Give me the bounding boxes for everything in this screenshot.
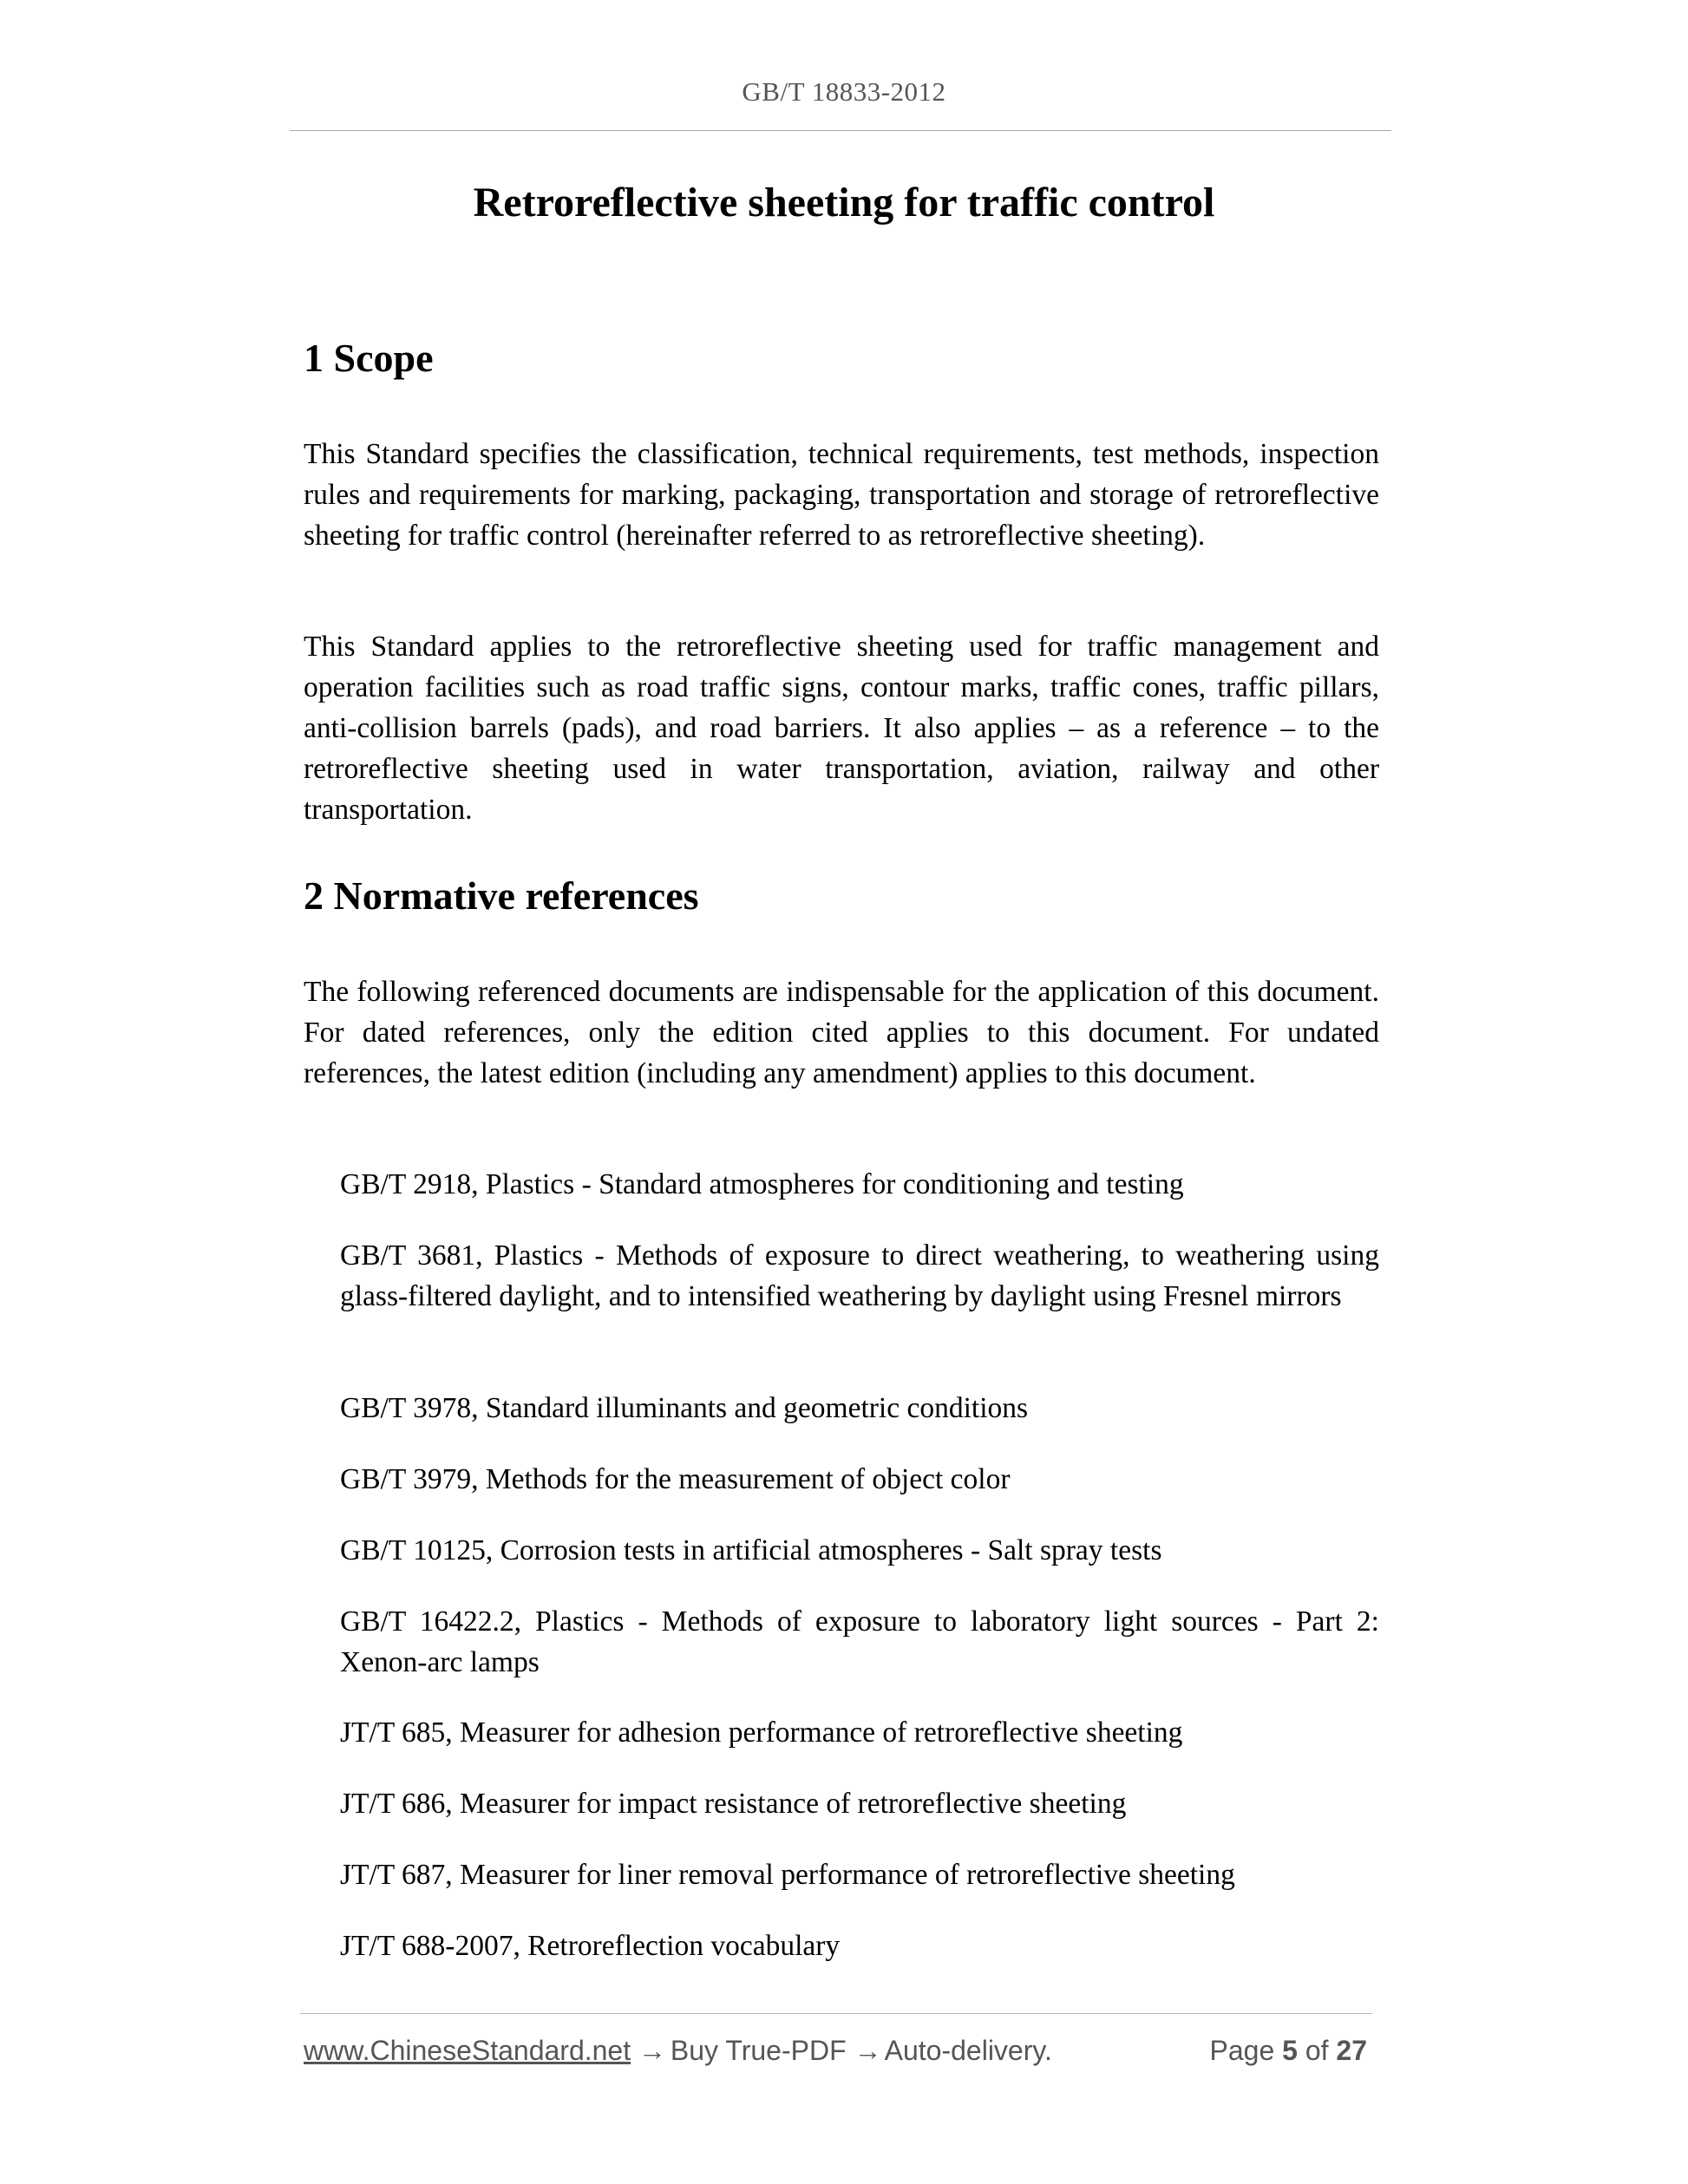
document-title: Retroreflective sheeting for traffic control (473, 180, 1215, 226)
page-label: Page (1209, 2035, 1275, 2066)
reference-item: GB/T 3979, Methods for the measurement of object color (340, 1463, 1011, 1495)
reference-item: JT/T 688-2007, Retroreflection vocabulary (340, 1930, 841, 1962)
auto-delivery-text: Auto-delivery. (884, 2035, 1052, 2066)
running-header: GB/T 18833-2012 (742, 76, 946, 107)
reference-item: GB/T 16422.2, Plastics - Methods of exposure to laboratory light sources - Part 2: Xenon-arc lamps (340, 1605, 1379, 1678)
reference-item: GB/T 3978, Standard illuminants and geometric conditions (340, 1392, 1029, 1424)
section-heading-normative-references: 2 Normative references (304, 873, 699, 918)
section-heading-scope: 1 Scope (304, 336, 434, 380)
footer-promo (304, 2035, 1052, 2067)
scope-paragraph-1: This Standard specifies the classification, technical requirements, test methods, inspection rules and requirements for marking, packaging, transportation and storage of retroreflective sheeting for traffic control (hereinafter referred to as retroreflective sheeting). (304, 438, 1379, 552)
footer (304, 2035, 1367, 2073)
website-link[interactable]: www.ChineseStandard.net (304, 2035, 631, 2066)
normative-references-paragraph: The following referenced documents are indispensable for the application of this document. For dated references, only the edition cited applies to this document. For undated references, the latest edition (including any amendment) applies to this document. (304, 976, 1379, 1089)
footer-divider (300, 2013, 1372, 2014)
scope-paragraph-2: This Standard applies to the retroreflective sheeting used for traffic management and operation facilities such as road traffic signs, contour marks, traffic cones, traffic pillars, anti-collision barrels (pads), and road barriers. It also applies – as a reference – to the retroreflective sheeting used in water transportation, aviation, railway and other transportation. (304, 631, 1379, 826)
total-pages: 27 (1336, 2035, 1367, 2066)
reference-item: GB/T 3681, Plastics - Methods of exposure to direct weathering, to weathering using glass-filtered daylight, and to intensified weathering by daylight using Fresnel mirrors (340, 1239, 1379, 1312)
reference-item: GB/T 10125, Corrosion tests in artificial atmospheres - Salt spray tests (340, 1534, 1162, 1566)
reference-item: JT/T 687, Measurer for liner removal performance of retroreflective sheeting (340, 1859, 1235, 1891)
header-divider (290, 130, 1391, 131)
current-page-number: 5 (1282, 2035, 1298, 2066)
reference-item: GB/T 2918, Plastics - Standard atmospheres for conditioning and testing (340, 1168, 1184, 1200)
buy-true-pdf-text: Buy True-PDF (670, 2035, 847, 2066)
right-arrow-icon: → (854, 2035, 882, 2066)
right-arrow-icon: → (638, 2035, 666, 2066)
reference-item: JT/T 685, Measurer for adhesion performance of retroreflective sheeting (340, 1716, 1183, 1749)
reference-item: JT/T 686, Measurer for impact resistance of retroreflective sheeting (340, 1788, 1127, 1820)
page-indicator (1210, 2035, 1367, 2067)
of-label: of (1305, 2035, 1329, 2066)
